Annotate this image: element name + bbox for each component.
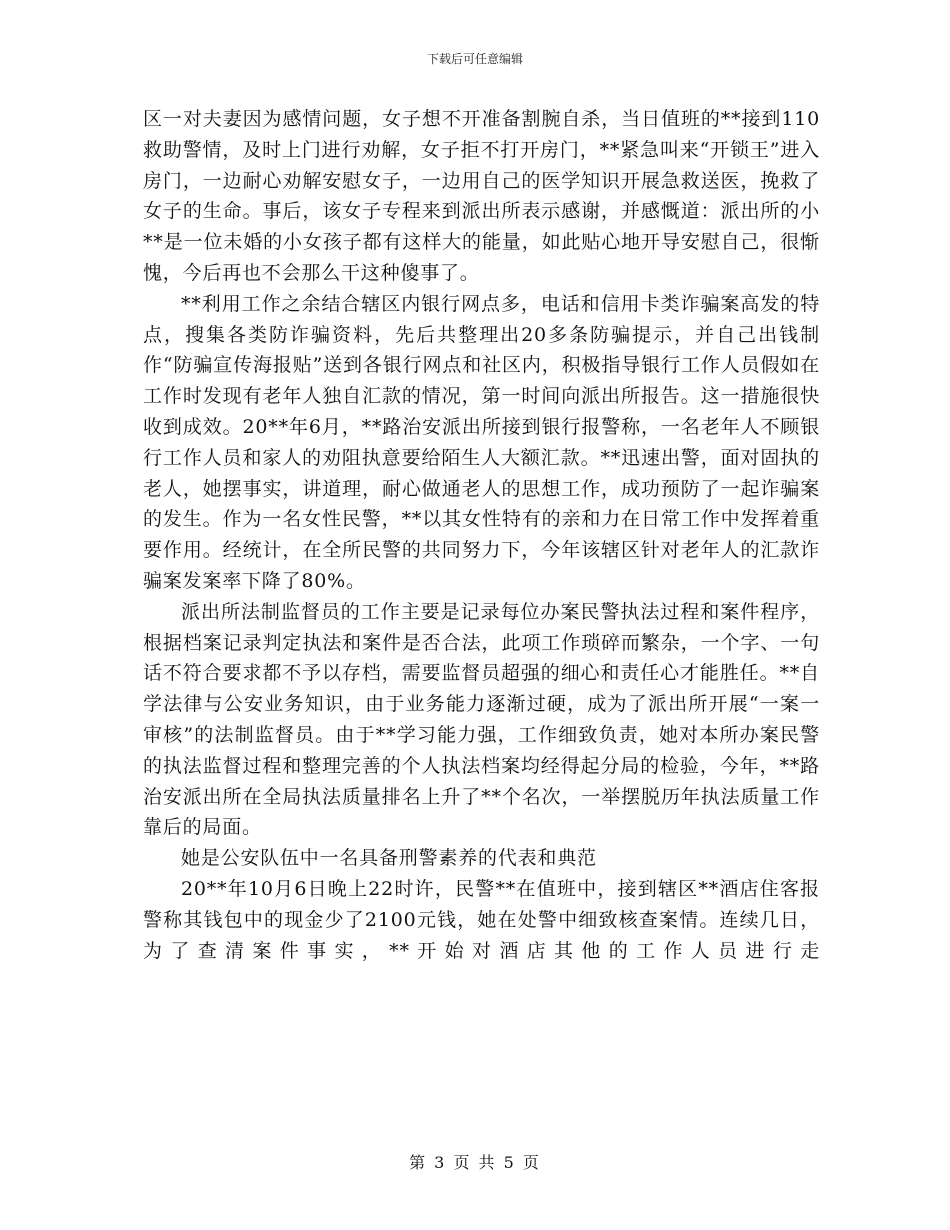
page-header: 下载后可任意编辑	[426, 52, 523, 66]
paragraph-4: 20**年10月6日晚上22时许，民警**在值班中，接到辖区**酒店住客报警称其钱包中的现金少了2100元钱，她在处警中细致核查案情。连续几日，为了查清案件事实，**开始对酒店其他的工作人员进行走	[143, 877, 820, 962]
paragraph-1: 区一对夫妻因为感情问题，女子想不开准备割腕自杀，当日值班的**接到110救助警情，及时上门进行劝解，女子拒不打开房门，**紧急叫来“开锁王”进入房门，一边耐心劝解安慰女子，一边用自己的医学知识开展急救送医，挽救了女子的生命。事后，该女子专程来到派出所表示感谢，并感慨道：派出所的小**是一位未婚的小女孩子都有这样大的能量，如此贴心地开导安慰自己，很惭愧，今后再也不会那么干这种傻事了。	[143, 108, 820, 284]
paragraph-2: **利用工作之余结合辖区内银行网点多，电话和信用卡类诈骗案高发的特点，搜集各类防诈骗资料，先后共整理出20多条防骗提示，并自己出钱制作“防骗宣传海报贴”送到各银行网点和社区内，积极指导银行工作人员假如在工作时发现有老年人独自汇款的情况，第一时间向派出所报告。这一措施很快收到成效。20**年6月，**路治安派出所接到银行报警称，一名老年人不顾银行工作人员和家人的劝阻执意要给陌生人大额汇款。**迅速出警，面对固执的老人，她摆事实，讲道理，耐心做通老人的思想工作，成功预防了一起诈骗案的发生。作为一名女性民警，**以其女性特有的亲和力在日常工作中发挥着重要作用。经统计，在全所民警的共同努力下，今年该辖区针对老年人的汇款诈骗案发案率下降了80%。	[143, 292, 820, 592]
paragraph-3: 派出所法制监督员的工作主要是记录每位办案民警执法过程和案件程序，根据档案记录判定执法和案件是否合法，此项工作琐碎而繁杂，一个字、一句话不符合要求都不予以存档，需要监督员超强的细心和责任心才能胜任。**自学法律与公安业务知识，由于业务能力逐渐过硬，成为了派出所开展“一案一审核”的法制监督员。由于**学习能力强，工作细致负责，她对本所办案民警的执法监督过程和整理完善的个人执法档案均经得起分局的检验，今年，**路治安派出所在全局执法质量排名上升了**个名次，一举摆脱历年执法质量工作靠后的局面。	[143, 600, 820, 839]
document-body	[143, 104, 820, 1174]
section-heading: 她是公安队伍中一名具备刑警素养的代表和典范	[181, 847, 597, 870]
page-footer: 第 3 页 共 5 页	[409, 1153, 541, 1172]
